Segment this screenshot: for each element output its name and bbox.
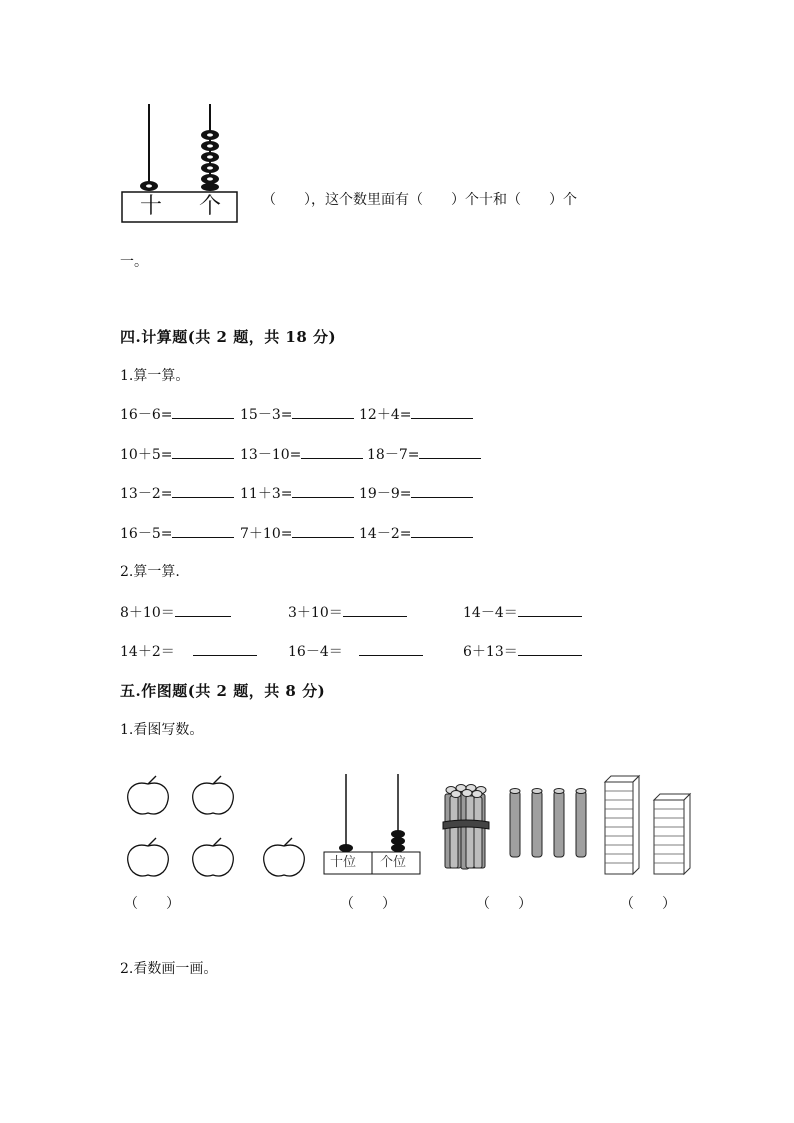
equation: 16－5= [120,523,234,544]
equation: 13－2= [120,483,234,504]
section4-q2-title: 2.算一算. [120,564,180,580]
equation: 3＋10＝ [288,602,407,623]
answer-blank[interactable] [359,641,423,656]
equation: 8＋10＝ [120,602,231,623]
stick-bundle-icon [442,784,492,872]
answer-blank[interactable] [518,641,582,656]
answer-blank[interactable] [172,404,234,419]
equation: 7＋10= [240,523,354,544]
equation: 15－3= [240,404,354,425]
equation: 14－2= [359,523,473,544]
answer-blank[interactable] [292,523,354,538]
answer-blank[interactable] [411,483,473,498]
answer-paren-sticks[interactable]: （ ） [476,896,532,912]
abacus-bead [339,844,353,852]
answer-blank[interactable] [172,483,234,498]
answer-blank[interactable] [419,444,481,459]
answer-blank[interactable] [172,444,234,459]
section5-q2-title: 2.看数画一画。 [120,961,218,977]
equation: 10＋5= [120,444,234,465]
answer-blank[interactable] [411,523,473,538]
rod-label-tens: 十 [140,194,163,219]
answer-paren-abacus[interactable]: （ ） [340,896,396,912]
answer-blank[interactable] [301,444,363,459]
equation: 14－4＝ [463,602,582,623]
answer-blank[interactable] [193,641,257,656]
equation: 18－7= [367,444,481,465]
rod-label-ones: 个 [199,194,222,219]
abacus-figure-top [118,100,243,226]
answer-blank[interactable] [518,602,582,617]
answer-blank[interactable] [343,602,407,617]
answer-blank[interactable] [411,404,473,419]
section5-heading: 五.作图题(共 2 题，共 8 分) [120,682,326,700]
apple-icon [193,838,234,876]
single-sticks-icon [508,788,592,860]
answer-paren-blocks[interactable]: （ ） [620,896,676,912]
abacus-bead [391,844,405,852]
equation: 16－6= [120,404,234,425]
label-ones-place: 个位 [380,855,407,870]
apples-figure [124,772,314,882]
equation: 19－9= [359,483,473,504]
equation: 16－4＝ [288,641,423,662]
block-stacks-icon [602,774,694,878]
abacus-bead [201,183,219,191]
label-tens-place: 十位 [330,855,357,870]
equation: 12＋4= [359,404,473,425]
answer-blank[interactable] [292,404,354,419]
apple-icon [128,838,169,876]
apple-icon [193,776,234,814]
equation: 6＋13＝ [463,641,582,662]
apple-icon [128,776,169,814]
equation: 13－10= [240,444,363,465]
answer-blank[interactable] [175,602,231,617]
abacus-bead [391,830,405,838]
section5-q1-title: 1.看图写数。 [120,722,204,738]
equation: 11＋3= [240,483,354,504]
apple-icon [264,838,305,876]
answer-blank[interactable] [292,483,354,498]
abacus-question-text-cont: 一。 [120,254,148,270]
abacus-bead [391,837,405,845]
answer-blank[interactable] [172,523,234,538]
equation: 14＋2＝ [120,641,257,662]
abacus-question-text: （ ），这个数里面有（ ）个十和（ ）个 [262,192,577,208]
answer-paren-apples[interactable]: （ ） [124,896,180,912]
section4-q1-title: 1.算一算。 [120,368,190,384]
section4-heading: 四.计算题(共 2 题，共 18 分) [120,328,337,346]
